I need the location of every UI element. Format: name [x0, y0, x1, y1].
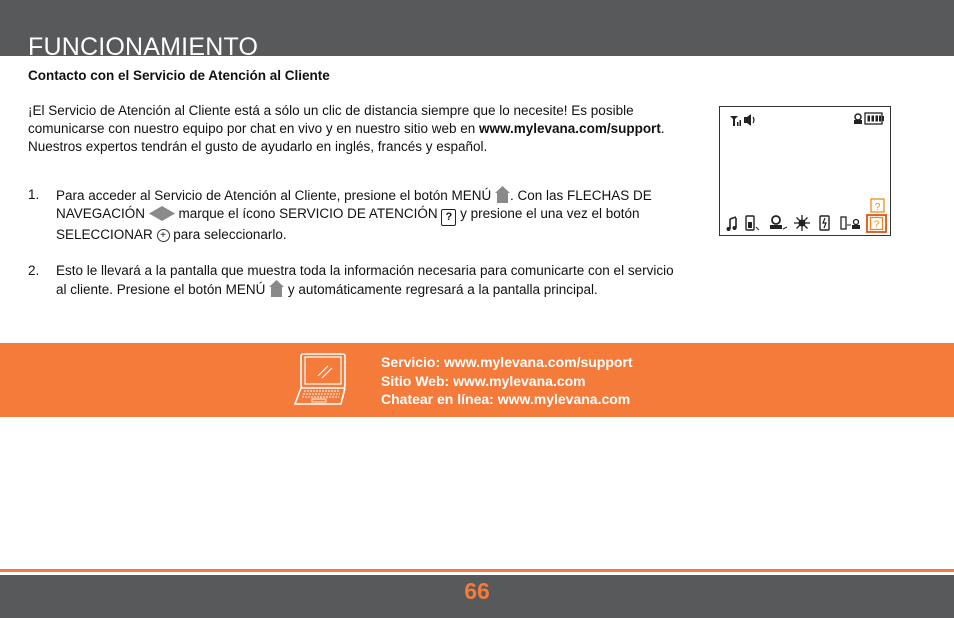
speaker-icon: [744, 114, 754, 126]
footer-accent-line: [0, 569, 954, 572]
step-item: [28, 262, 678, 299]
camera-icon: [770, 216, 787, 229]
home-icon: [269, 280, 284, 297]
camera-icon: [854, 114, 862, 124]
left-arrow-icon: [149, 206, 162, 221]
help-label: ?: [874, 202, 881, 213]
pair-icon: [841, 217, 860, 229]
right-arrow-icon: [162, 206, 175, 221]
contact-list: [381, 353, 633, 409]
steps-list: [28, 186, 678, 317]
step-text: y automáticamente regresará a la pantalla principal.: [284, 282, 598, 297]
device-screen: [719, 106, 891, 236]
step-text: marque el ícono SERVICIO DE ATENCIÓN: [174, 206, 442, 221]
step-text: para seleccionarlo.: [169, 227, 287, 242]
music-icon: [727, 217, 737, 231]
service-link[interactable]: Servicio: www.mylevana.com/support: [381, 354, 633, 370]
step-number: 1.: [28, 187, 40, 202]
section-heading: Contacto con el Servicio de Atención al Cliente: [28, 68, 330, 83]
home-icon: [495, 186, 510, 203]
step-text: Esto le llevará a la pantalla que muestra toda la información necesaria para comunicarte con el servicio al cliente. Presione el botón MENÚ: [56, 263, 674, 297]
website-link[interactable]: Sitio Web: www.mylevana.com: [381, 372, 586, 389]
intro-paragraph: [28, 102, 668, 156]
intro-text-end: . Nuestros expertos tendrán el gusto de ayudarlo en inglés, francés y español.: [28, 121, 665, 154]
laptop-icon: [294, 352, 348, 408]
step-text: . Con las FLECHAS DE NAVEGACIÓN: [56, 188, 652, 221]
select-button-icon: +: [157, 229, 170, 242]
step-number: 2.: [28, 263, 40, 278]
device-screen-graphic: [720, 107, 890, 235]
step-text: Para acceder al Servicio de Atención al Cliente, presione el botón MENÚ: [56, 188, 495, 203]
step-item: [28, 186, 678, 244]
step-text: y presione el una vez el botón SELECCIONAR: [56, 206, 640, 242]
support-link[interactable]: www.mylevana.com/support: [479, 121, 661, 136]
chat-link[interactable]: Chatear en línea: www.mylevana.com: [381, 391, 631, 407]
intro-text: ¡El Servicio de Atención al Cliente está a sólo un clic de distancia siempre que lo necesite! Es posible comunicarse con nuestro equipo por chat en vivo y en nuestro sitio web en: [28, 103, 634, 136]
help-label: ?: [873, 219, 880, 231]
signal-icon: [730, 116, 741, 126]
page-number: 66: [464, 578, 490, 604]
battery-icon: [865, 113, 884, 124]
page-title: FUNCIONAMIENTO: [28, 33, 259, 56]
temperature-icon: [746, 216, 759, 230]
brightness-icon: [794, 215, 810, 231]
vox-icon: [820, 216, 829, 230]
help-icon: ?: [441, 209, 456, 226]
